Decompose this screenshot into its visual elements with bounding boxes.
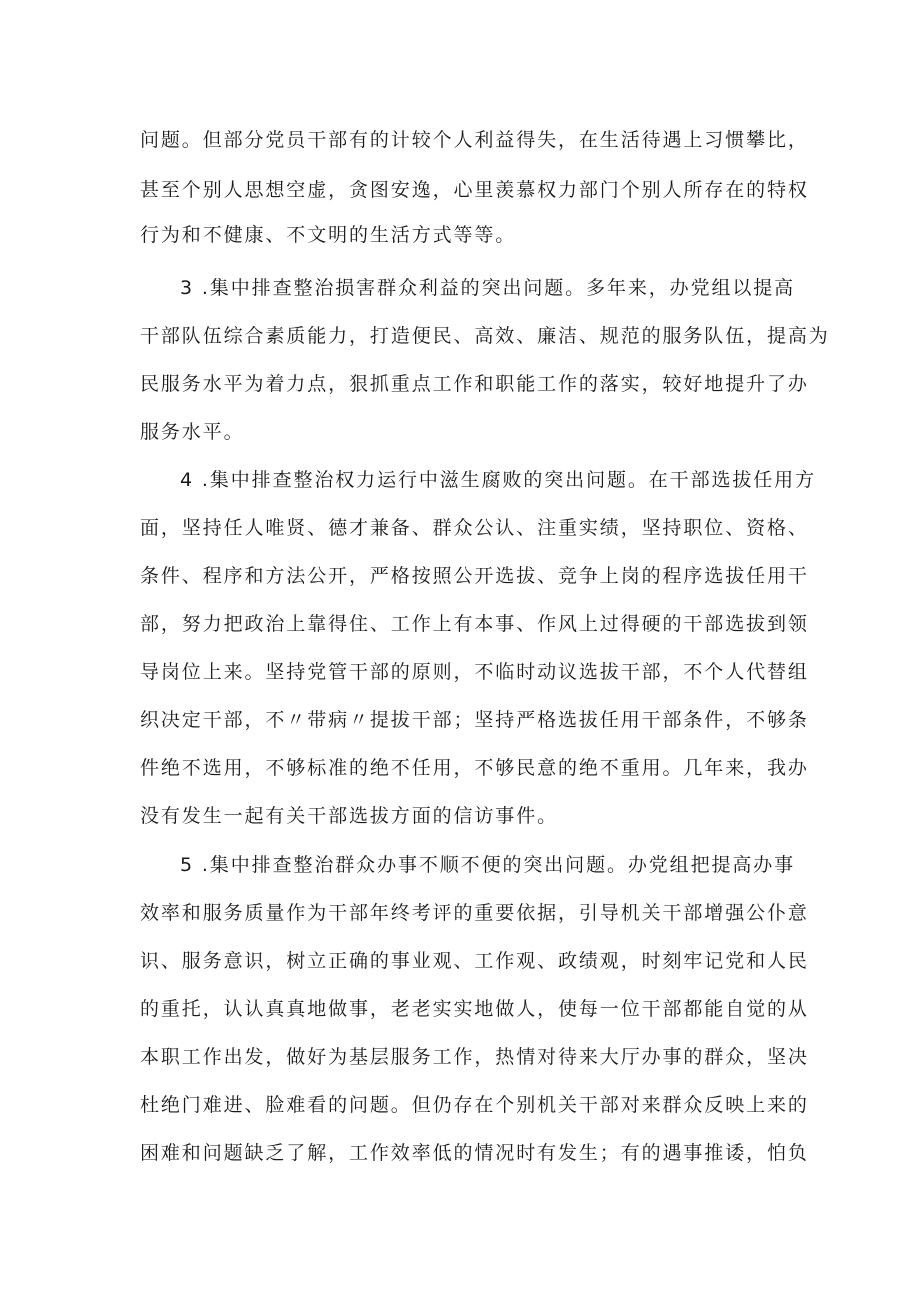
paragraph-line: 甚至个别人思想空虚，贪图安逸，心里羡慕权力部门个别人所存在的特权	[140, 179, 809, 201]
paragraph-line: 没有发生一起有关干部选拔方面的信访事件。	[140, 805, 559, 827]
paragraph-line: 民服务水平为着力点，狠抓重点工作和职能工作的落实，较好地提升了办	[140, 373, 809, 395]
paragraph-line: 识、服务意识，树立正确的事业观、工作观、政绩观，时刻牢记党和人民	[140, 950, 809, 972]
paragraph-line: 困难和问题缺乏了解，工作效率低的情况时有发生；有的遇事推诿，怕负	[140, 1142, 809, 1164]
paragraph-line: 服务水平。	[140, 421, 245, 443]
paragraph-line: 3 .集中排查整治损害群众利益的突出问题。多年来，办党组以提高	[180, 277, 796, 299]
paragraph-line: 干部队伍综合素质能力，打造便民、高效、廉洁、规范的服务队伍，提高为	[140, 325, 830, 347]
paragraph-line: 行为和不健康、不文明的生活方式等等。	[140, 224, 517, 246]
paragraph-line: 问题。但部分党员干部有的计较个人利益得失，在生活待遇上习惯攀比，	[140, 129, 809, 151]
paragraph-line: 面，坚持任人唯贤、德才兼备、群众公认、注重实绩，坚持职位、资格、	[140, 517, 809, 539]
paragraph-line: 5 .集中排查整治群众办事不顺不便的突出问题。办党组把提高办事	[180, 854, 796, 876]
paragraph-line: 杜绝门难进、脸难看的问题。但仍存在个别机关干部对来群众反映上来的	[140, 1094, 809, 1116]
paragraph-line: 导岗位上来。坚持党管干部的原则，不临时动议选拔干部，不个人代替组	[140, 661, 809, 683]
paragraph-line: 效率和服务质量作为干部年终考评的重要依据，引导机关干部增强公仆意	[140, 902, 809, 924]
paragraph-line: 条件、程序和方法公开，严格按照公开选拔、竞争上岗的程序选拔任用干	[140, 565, 809, 587]
paragraph-line: 的重托，认认真真地做事，老老实实地做人，使每一位干部都能自觉的从	[140, 998, 809, 1020]
paragraph-line: 部，努力把政治上靠得住、工作上有本事、作风上过得硬的干部选拔到领	[140, 613, 809, 635]
paragraph-line: 件绝不选用，不够标准的绝不任用，不够民意的绝不重用。几年来，我办	[140, 757, 809, 779]
paragraph-line: 织决定干部，不〃带病〃提拔干部；坚持严格选拔任用干部条件，不够条	[140, 709, 809, 731]
paragraph-line: 4 .集中排查整治权力运行中滋生腐败的突出问题。在干部选拔任用方	[180, 469, 816, 491]
paragraph-line: 本职工作出发，做好为基层服务工作，热情对待来大厅办事的群众，坚决	[140, 1046, 809, 1068]
